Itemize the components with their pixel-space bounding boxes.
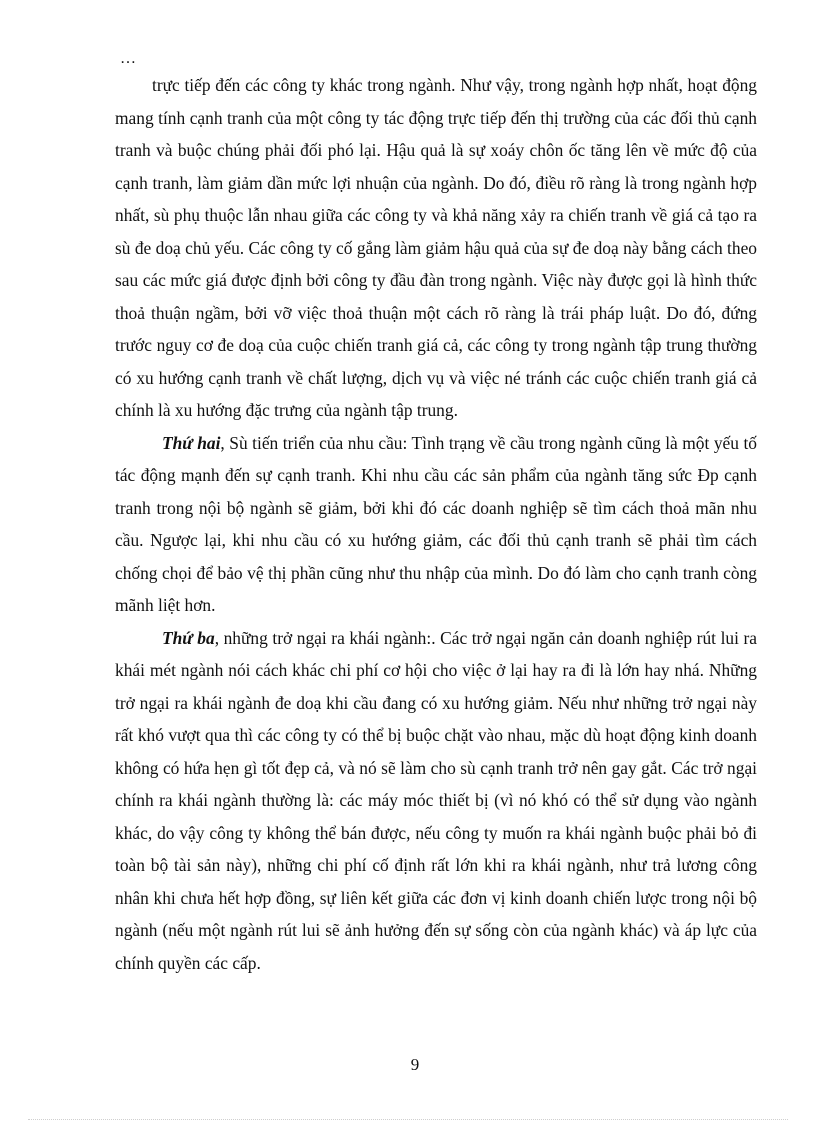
paragraph-text: trực tiếp đến các công ty khác trong ngành. Như vậy, trong ngành hợp nhất, hoạt động mang tính cạnh tranh của một công ty tác động trực tiếp đến thị trường của các đối thủ cạnh tranh và buộc chúng phải đối phó lại. Hậu quả là sự xoáy chôn ốc tăng lên về mức độ của cạnh tranh, làm giảm dần mức lợi nhuận của ngành. Do đó, điều rõ ràng là trong ngành hợp nhất, sù phụ thuộc lẫn nhau giữa các công ty và khả năng xảy ra chiến tranh về giá cả tạo ra sù đe doạ chủ yếu. Các công ty cố gắng làm giảm hậu quả của sự đe doạ này bằng cách theo sau các mức giá được định bởi công ty đầu đàn trong ngành. Việc này được gọi là hình thức thoả thuận ngầm, bởi vỡ việc thoả thuận một cách rõ ràng là trái pháp luật. Do đó, đứng trước nguy cơ đe doạ của cuộc chiến tranh giá cả, các công ty trong ngành tập trung thường có xu hướng cạnh tranh về chất lượng, dịch vụ và việc né tránh các cuộc chiến tranh giá cả chính là xu hướng đặc trưng của ngành tập trung. (115, 75, 757, 420)
paragraph-lead: Thứ ba (162, 627, 215, 648)
continuation-ellipsis: … (120, 50, 137, 67)
paragraph-text: , Sù tiến triển của nhu cầu: Tình trạng về cầu trong ngành cũng là một yếu tố tác động mạnh đến sự cạnh tranh. Khi nhu cầu các sản phẩm của ngành tăng sức Đp cạnh tranh trong nội bộ ngành sẽ giảm, bởi khi đó các doanh nghiệp sẽ tìm cách thoả mãn nhu cầu. Ngược lại, khi nhu cầu có xu hướng giảm, các đối thủ cạnh tranh sẽ phải tìm cách chống chọi để bảo vệ thị phần cũng như thu nhập của mình. Do đó làm cho cạnh tranh còng mãnh liệt hơn. (115, 432, 757, 615)
body-text (115, 69, 757, 979)
paragraph-thu-hai (115, 427, 757, 622)
paragraph-continuation (115, 69, 757, 427)
footer-divider (28, 1119, 788, 1120)
page-number: 9 (410, 1055, 420, 1074)
paragraph-text: , những trở ngại ra khái ngành:. Các trở ngại ngăn cản doanh nghiệp rút lui ra khái mét ngành nói cách khác chi phí cơ hội cho việc ở lại hay ra đi là lớn hay nhá. Những trở ngại ra khái ngành đe doạ khi cầu đang có xu hướng giảm. Nếu như những trở ngại này rất khó vượt qua thì các công ty có thể bị buộc chặt vào nhau, mặc dù hoạt động kinh doanh không có hứa hẹn gì tốt đẹp cả, và nó sẽ làm cho sù cạnh tranh trở nên gay gắt. Các trở ngại chính ra khái ngành thường là: các máy móc thiết bị (vì nó khó có thể sử dụng vào ngành khác, do vậy công ty không thể bán được, nếu công ty muốn ra khái ngành buộc phải bỏ đi toàn bộ tài sản này), những chi phí cố định rất lớn khi ra khái ngành, như trả lương công nhân khi chưa hết hợp đồng, sự liên kết giữa các đơn vị kinh doanh chiến lược trong nội bộ ngành (nếu một ngành rút lui sẽ ảnh hưởng đến sự sống còn của ngành khác) và áp lực của chính quyền các cấp. (115, 627, 758, 973)
paragraph-thu-ba (115, 622, 757, 980)
paragraph-lead: Thứ hai (162, 432, 221, 453)
